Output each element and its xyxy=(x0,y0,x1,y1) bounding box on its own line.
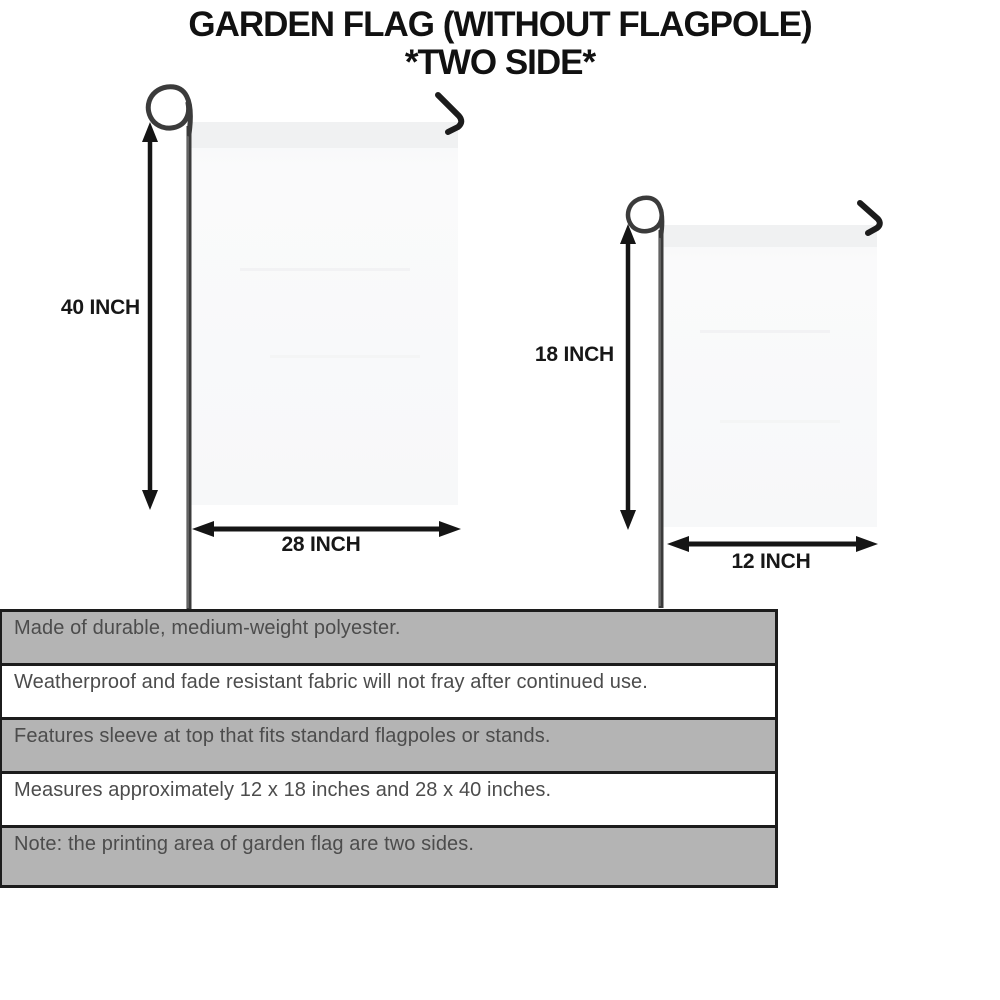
feature-row-note: Note: the printing area of garden flag are two sides. xyxy=(2,828,775,885)
feature-row-material: Made of durable, medium-weight polyester. xyxy=(2,612,775,666)
large-flag-pole-loop xyxy=(148,87,190,134)
small-flag-group xyxy=(620,198,880,608)
feature-row-measures: Measures approximately 12 x 18 inches and 28 x 40 inches. xyxy=(2,774,775,828)
page-title-line1: GARDEN FLAG (WITHOUT FLAGPOLE) xyxy=(188,5,812,44)
small-flag-pole-loop xyxy=(628,198,662,236)
large-flag-group xyxy=(142,87,461,610)
small-flag-sleeve xyxy=(663,225,877,247)
small-flag-height-arrow xyxy=(620,224,636,530)
small-flag-width-label: 12 INCH xyxy=(731,550,811,573)
large-flag-sleeve xyxy=(187,122,458,148)
small-flag-height-label: 18 INCH xyxy=(534,343,614,366)
large-flag-canvas xyxy=(187,122,458,505)
feature-row-weatherproof: Weatherproof and fade resistant fabric will not fray after continued use. xyxy=(2,666,775,720)
feature-row-sleeve: Features sleeve at top that fits standard flagpoles or stands. xyxy=(2,720,775,774)
large-flag-width-label: 28 INCH xyxy=(281,533,361,556)
page-title-line2: *TWO SIDE* xyxy=(404,43,596,82)
small-flag-canvas xyxy=(663,225,877,527)
large-flag-height-arrow xyxy=(142,122,158,510)
feature-table xyxy=(0,609,778,888)
large-flag-height-label: 40 INCH xyxy=(60,296,140,319)
